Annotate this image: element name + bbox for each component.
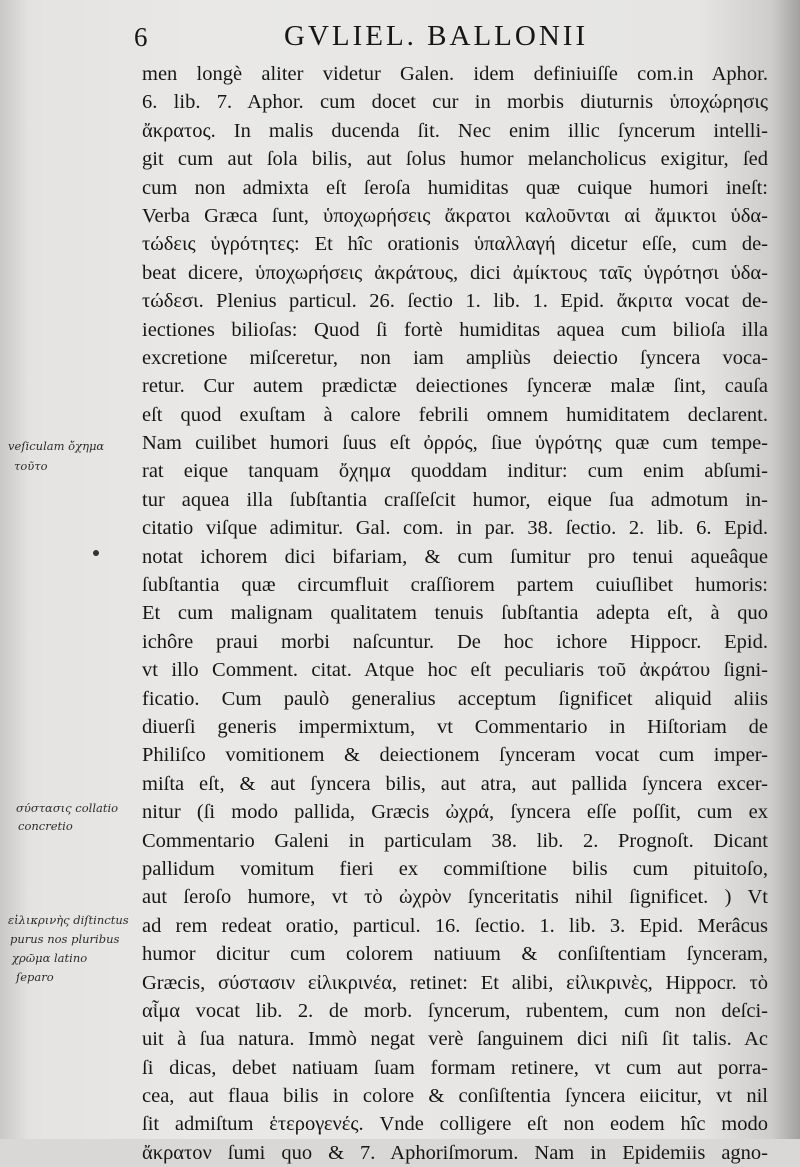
ink-speck (93, 550, 99, 556)
text-line: pallidum vomitum fieri ex commiſtione bilis cum pituitoſo, (142, 857, 768, 880)
text-line: Commentario Galeni in particulam 38. lib. 2. Prognoſt. Dicant (142, 829, 768, 852)
text-line: aut ſeroſo humore, vt τὸ ὠχρὸν ſynceritatis nihil ſignificet. ) Vt (142, 886, 768, 909)
text-line: Verba Græca ſunt, ὑποχωρήσεις ἄκρατοι καλοῦνται αἱ ἄμικτοι ὑδα- (142, 204, 768, 227)
text-line: vt illo Comment. citat. Atque hoc eſt peculiaris τοῦ ἀκράτου ſigni- (142, 659, 768, 682)
text-line: retur. Cur autem prædictæ deiectiones ſynceræ malæ ſint, cauſa (142, 375, 768, 398)
margin-note: εἰλικρινὴς diſtinctus (8, 913, 129, 927)
margin-note: concretio (18, 819, 73, 833)
page-number: 6 (134, 22, 148, 52)
text-line: tur aquea illa ſubſtantia craſſeſcit humor, eique ſua admotum in- (142, 488, 768, 511)
text-line: humor dicitur cum colorem natiuum & conſiſtentiam ſynceram, (142, 943, 768, 966)
text-line: Philiſco vomitionem & deiectionem ſynceram vocat cum imper- (142, 744, 768, 767)
text-line: cum non admixta eſt ſeroſa humiditas quæ cuique humori ineſt: (142, 176, 768, 199)
text-line: αἷμα vocat lib. 2. de morb. ſyncerum, rubentem, cum non deſci- (142, 999, 768, 1022)
text-line: uit à ſua natura. Immò negat verè ſanguinem dici niſi ſit talis. Ac (142, 1028, 768, 1051)
text-line: ſi dicas, debet natiuam ſuam formam retinere, vt cum aut porra- (142, 1056, 768, 1079)
text-line: Nam cuilibet humori ſuus eſt ὀρρός, ſiue ὑγρότης quæ cum tempe- (142, 432, 768, 455)
text-line: ficatio. Cum paulò generalius acceptum ſignificet aliquid aliis (142, 687, 768, 710)
margin-note: σύστασις collatio (16, 801, 119, 815)
text-line: beat dicere, ὑποχωρήσεις ἀκράτους, dici ἀμίκτους ταῖς ὑγρότησι ὑδα- (142, 261, 768, 284)
text-line: τώδεις ὑγρότητες: Et hîc orationis ὑπαλλαγή dicetur eſſe, cum de- (142, 233, 768, 256)
margin-note: χρῶμα latino (12, 951, 88, 965)
text-line: diuerſi generis impermixtum, vt Commentario in Hiſtoriam de (142, 715, 768, 738)
text-line: cea, aut flaua bilis in colore & conſiſtentia ſyncera eiicitur, vt nil (142, 1085, 768, 1108)
text-line: ἄκρατος. In malis ducenda ſit. Nec enim illic ſyncerum intelli- (142, 119, 768, 142)
text-line: eſt quod exuſtam à calore febrili omnem humiditatem declarent. (142, 403, 768, 426)
text-line: ἄκρατον ſumi quo & 7. Aphoriſmorum. Nam in Epidemiis agno- (142, 1141, 768, 1164)
text-line: ſit admiſtum ἑτερογενές. Vnde colligere eſt non eodem hîc modo (142, 1113, 768, 1136)
text-line: rat eique tanquam ὄχημα quoddam inditur: cum enim abſumi- (142, 460, 768, 483)
text-line: Græcis, σύστασιν εἰλικρινέα, retinet: Et alibi, εἰλικρινὲς, Hippocr. τὸ (142, 971, 768, 994)
text-line: Et cum malignam qualitatem tenuis ſubſtantia adepta eſt, à quo (142, 602, 768, 625)
text-line: excretione miſceretur, non iam ampliùs deiectio ſyncera voca- (142, 346, 768, 369)
text-line: τώδεσι. Plenius particul. 26. ſectio 1. lib. 1. Epid. ἄκριτα vocat de- (142, 290, 768, 313)
text-line: nitur (ſi modo pallida, Græcis ὠχρά, ſyncera eſſe poſſit, cum ex (142, 801, 768, 824)
text-line: ſubſtantia quæ circumfluit craſſiorem partem cuiuſlibet humoris: (142, 574, 768, 597)
margin-note: τοῦτο (14, 459, 48, 473)
margin-note: veſiculam ὄχημα (8, 439, 105, 453)
text-line: 6. lib. 7. Aphor. cum docet cur in morbis diuturnis ὑποχώρησις (142, 91, 768, 114)
text-line: ichôre praui morbi naſcuntur. De hoc ichore Hippocr. Epid. (142, 630, 768, 653)
margin-note: ſeparo (16, 970, 54, 984)
running-head: GVLIEL. BALLONII (284, 20, 589, 52)
margin-note: purus nos pluribus (10, 932, 120, 946)
body-text (142, 60, 768, 1167)
text-line: notat ichorem dici bifariam, & cum ſumitur pro tenui aqueâque (142, 545, 768, 568)
text-line: citatio viſque adimitur. Gal. com. in par. 38. ſectio. 2. lib. 6. Epid. (142, 517, 768, 540)
page-edge-shadow (772, 0, 800, 1139)
text-line: men longè aliter videtur Galen. idem definiuiſſe com.in Aphor. (142, 63, 768, 85)
text-line: miſta eſt, & aut ſyncera bilis, aut atra, aut pallida ſyncera excer- (142, 772, 768, 795)
text-line: iectiones bilioſas: Quod ſi fortè humiditas aquea cum bilioſa illa (142, 318, 768, 341)
text-line: ad rem redeat oratio, particul. 16. ſectio. 1. lib. 3. Epid. Merâcus (142, 914, 768, 937)
text-line: git cum aut ſola bilis, aut ſolus humor melancholicus exigitur, ſed (142, 148, 768, 171)
page-header (0, 18, 800, 58)
